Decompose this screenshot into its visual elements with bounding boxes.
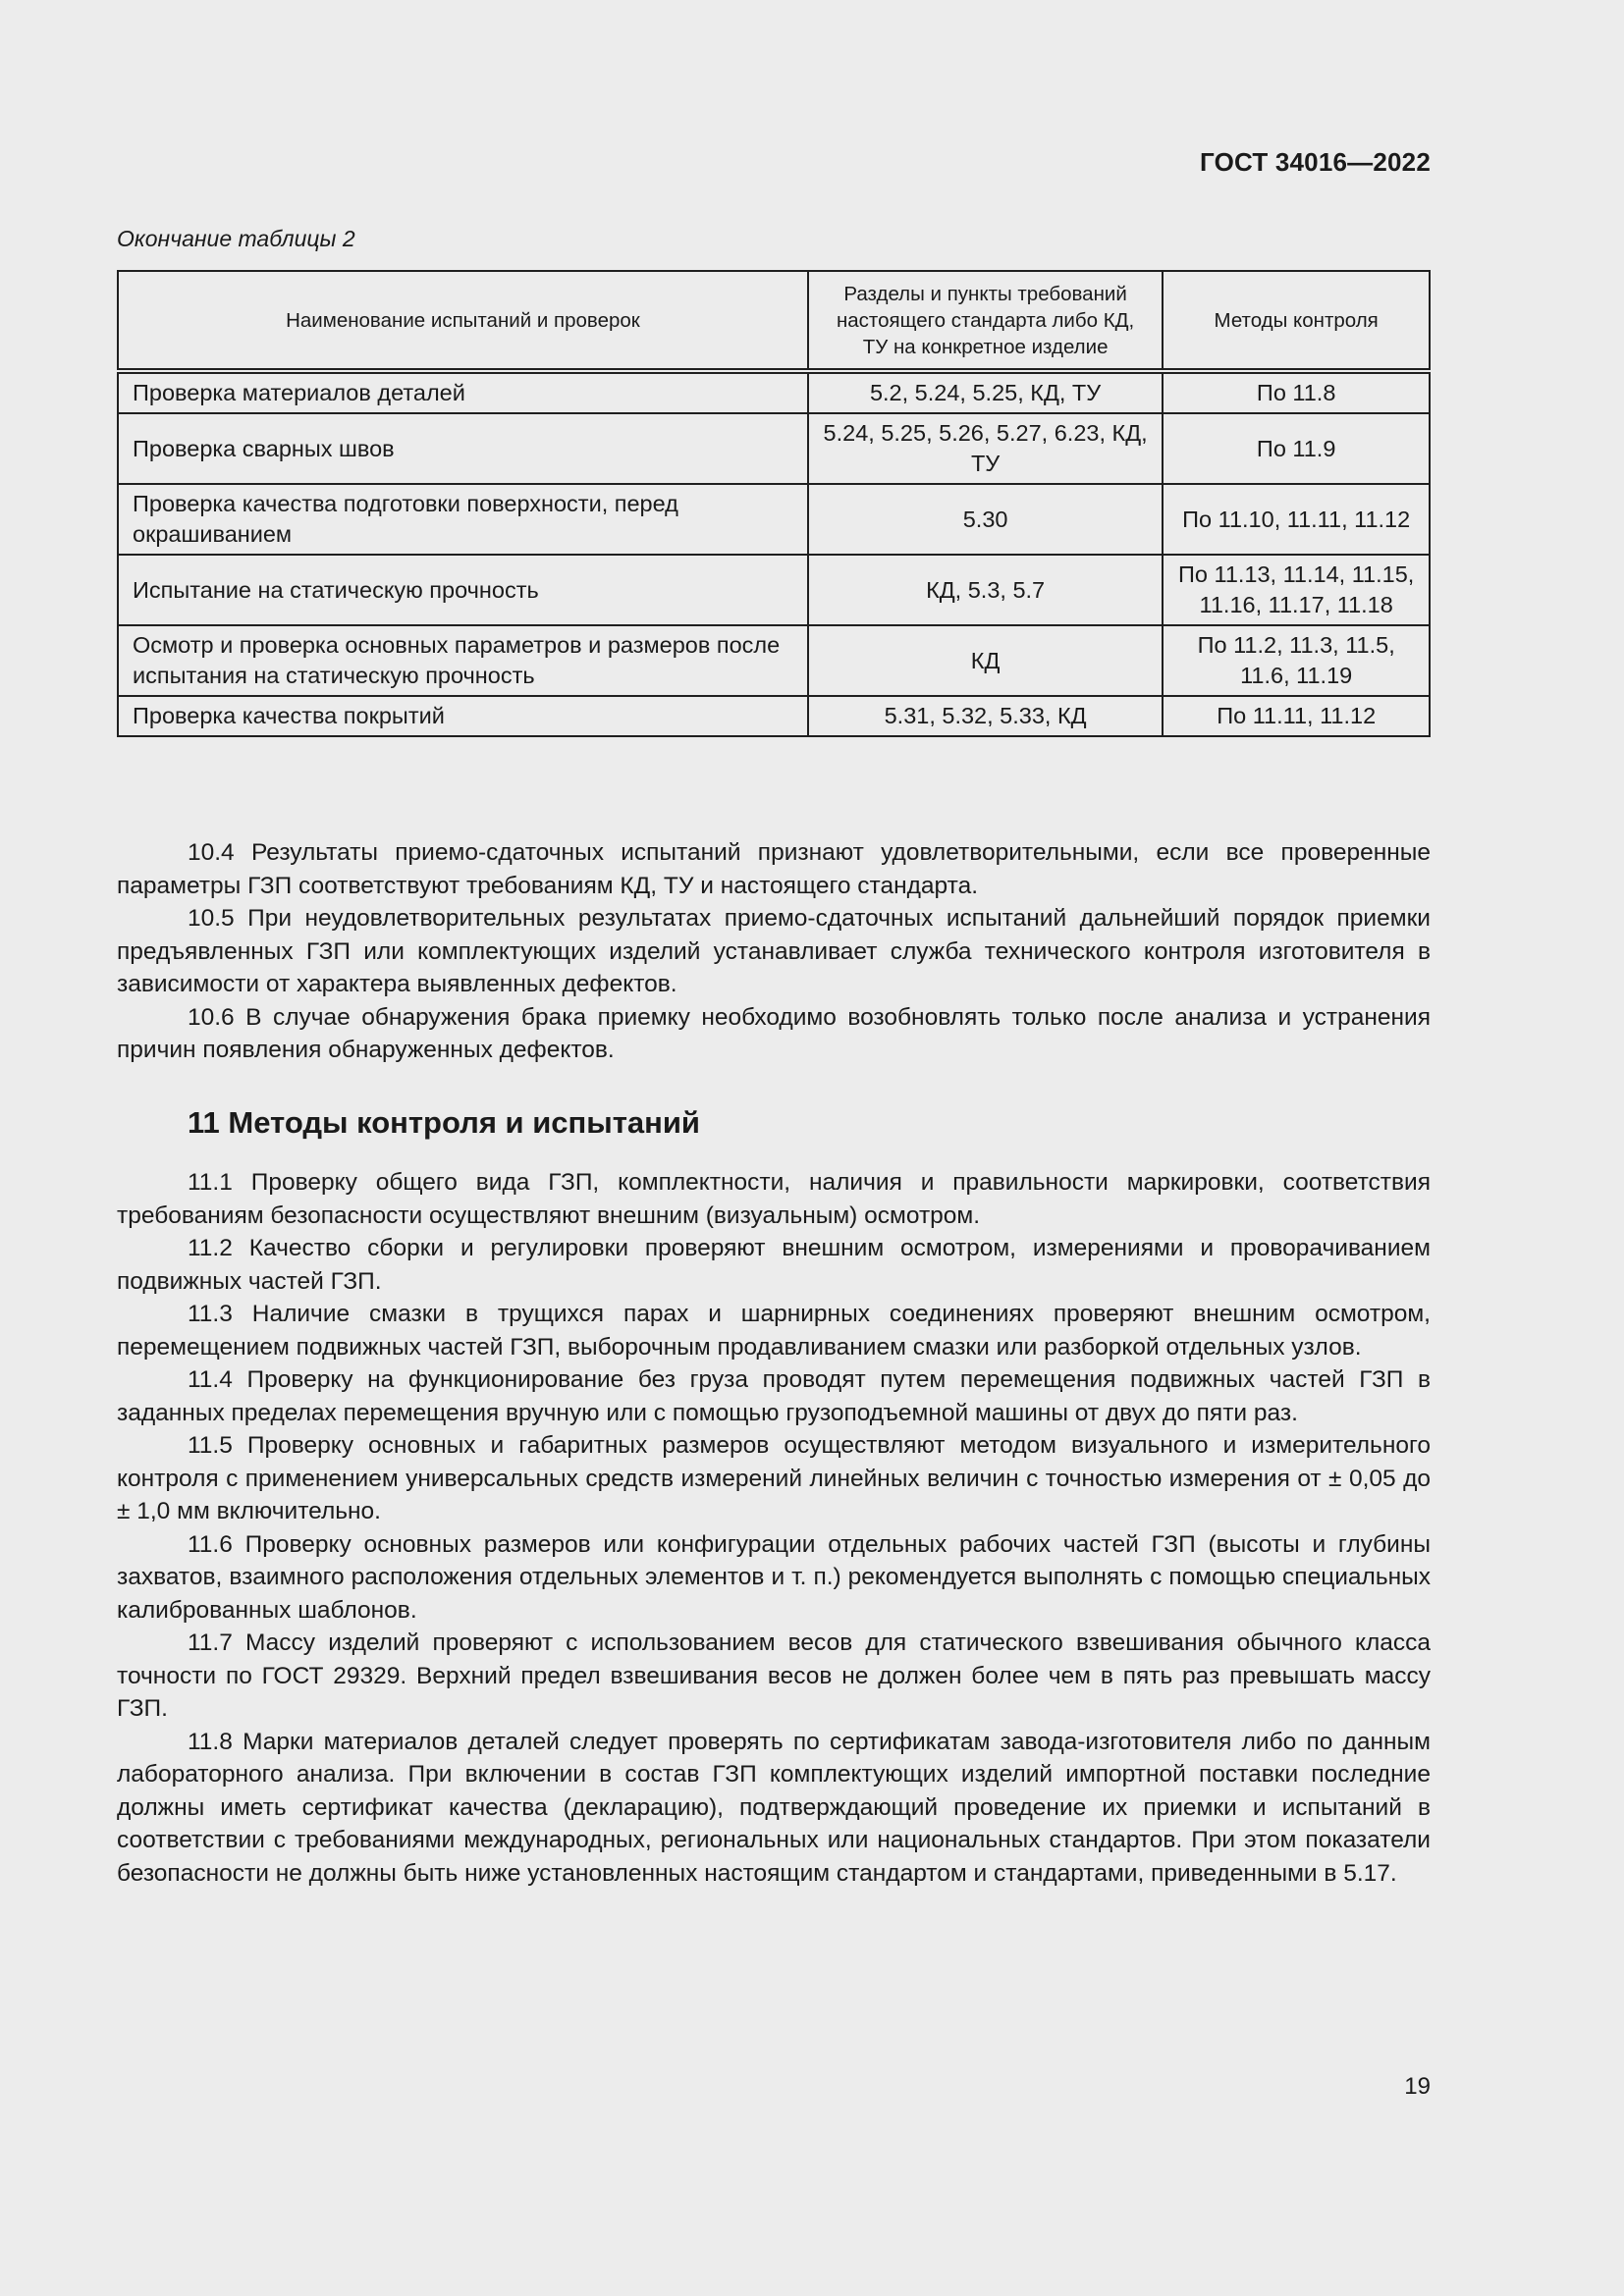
paragraph-10-4: 10.4 Результаты приемо-сдаточных испытаний признают удовлетворительными, если все проверенные параметры ГЗП соответствуют требованиям КД, ТУ и настоящего стандарта. bbox=[117, 839, 1431, 899]
table-cell-requirements: 5.31, 5.32, 5.33, КД bbox=[808, 696, 1164, 736]
table-row bbox=[118, 625, 1430, 696]
paragraph-11-6: 11.6 Проверку основных размеров или конфигурации отдельных рабочих частей ГЗП (высоты и глубины захватов, взаимного расположения отдельных элементов и т. п.) рекомендуется выполнять с помощью специальных калиброванных шаблонов. bbox=[117, 1530, 1431, 1624]
column-header-requirements: Разделы и пункты требований настоящего стандарта либо КД, ТУ на конкретное изделие bbox=[808, 271, 1164, 371]
table-cell-requirements: 5.24, 5.25, 5.26, 5.27, 6.23, КД, ТУ bbox=[808, 413, 1164, 484]
paragraph-10-6: 10.6 В случае обнаружения брака приемку необходимо возобновлять только после анализа и устранения причин появления обнаруженных дефектов. bbox=[117, 1003, 1431, 1063]
table-cell-test-name: Проверка качества подготовки поверхности, перед окрашиванием bbox=[118, 484, 808, 555]
table-row bbox=[118, 371, 1430, 413]
table-row bbox=[118, 413, 1430, 484]
document-code: ГОСТ 34016—2022 bbox=[1200, 147, 1431, 177]
table-row bbox=[118, 696, 1430, 736]
paragraph-11-2: 11.2 Качество сборки и регулировки проверяют внешним осмотром, измерениями и проворачиванием подвижных частей ГЗП. bbox=[117, 1235, 1431, 1295]
paragraph-11-5: 11.5 Проверку основных и габаритных размеров осуществляют методом визуального и измерительного контроля с применением универсальных средств измерений линейных величин с точностью измерения от ± 0,05 до ± 1,0 мм включительно. bbox=[117, 1432, 1431, 1524]
table-row bbox=[118, 555, 1430, 625]
table-cell-control-method: По 11.11, 11.12 bbox=[1163, 696, 1430, 736]
table-cell-test-name: Проверка материалов деталей bbox=[118, 371, 808, 413]
table-header-row bbox=[118, 271, 1430, 371]
table-cell-control-method: По 11.2, 11.3, 11.5, 11.6, 11.19 bbox=[1163, 625, 1430, 696]
column-header-test-name: Наименование испытаний и проверок bbox=[118, 271, 808, 371]
table-cell-test-name: Испытание на статическую прочность bbox=[118, 555, 808, 625]
table-cell-requirements: КД bbox=[808, 625, 1164, 696]
requirements-table bbox=[117, 270, 1431, 737]
table-cell-test-name: Проверка качества покрытий bbox=[118, 696, 808, 736]
table-row bbox=[118, 484, 1430, 555]
table-cell-test-name: Осмотр и проверка основных параметров и размеров после испытания на статическую прочность bbox=[118, 625, 808, 696]
section-10-text bbox=[117, 836, 1431, 1067]
paragraph-11-4: 11.4 Проверку на функционирование без груза проводят путем перемещения подвижных частей ГЗП в заданных пределах перемещения вручную или с помощью грузоподъемной машины от двух до пяти раз. bbox=[117, 1366, 1431, 1426]
paragraph-11-1: 11.1 Проверку общего вида ГЗП, комплектности, наличия и правильности маркировки, соответствия требованиям безопасности осуществляют внешним (визуальным) осмотром. bbox=[117, 1169, 1431, 1229]
paragraph-11-3: 11.3 Наличие смазки в трущихся парах и шарнирных соединениях проверяют внешним осмотром, перемещением подвижных частей ГЗП, выборочным продавливанием смазки или разборкой отдельных узлов. bbox=[117, 1301, 1431, 1361]
paragraph-11-8: 11.8 Марки материалов деталей следует проверять по сертификатам завода-изготовителя либо по данным лабораторного анализа. При включении в состав ГЗП комплектующих изделий импортной поставки последние должны иметь сертификат качества (декларацию), подтверждающий проведение их приемки и испытаний в соответствии с требованиями международных, региональных или национальных стандартов. При этом показатели безопасности не должны быть ниже установленных настоящим стандартом и стандартами, приведенными в 5.17. bbox=[117, 1728, 1431, 1887]
column-header-control-methods: Методы контроля bbox=[1163, 271, 1430, 371]
table-cell-test-name: Проверка сварных швов bbox=[118, 413, 808, 484]
paragraph-11-7: 11.7 Массу изделий проверяют с использованием весов для статического взвешивания обычного класса точности по ГОСТ 29329. Верхний предел взвешивания весов не должен более чем в пять раз превышать массу ГЗП. bbox=[117, 1629, 1431, 1722]
table-cell-control-method: По 11.10, 11.11, 11.12 bbox=[1163, 484, 1430, 555]
table-caption: Окончание таблицы 2 bbox=[117, 226, 355, 251]
table-cell-requirements: 5.2, 5.24, 5.25, КД, ТУ bbox=[808, 371, 1164, 413]
section-11-heading: 11 Методы контроля и испытаний bbox=[188, 1105, 700, 1140]
table-cell-control-method: По 11.9 bbox=[1163, 413, 1430, 484]
page-number: 19 bbox=[1404, 2073, 1431, 2100]
table-cell-requirements: 5.30 bbox=[808, 484, 1164, 555]
paragraph-10-5: 10.5 При неудовлетворительных результатах приемо-сдаточных испытаний дальнейший порядок приемки предъявленных ГЗП или комплектующих изделий устанавливает служба технического контроля изготовителя в зависимости от характера выявленных дефектов. bbox=[117, 905, 1431, 997]
table-cell-control-method: По 11.13, 11.14, 11.15, 11.16, 11.17, 11.18 bbox=[1163, 555, 1430, 625]
table-cell-requirements: КД, 5.3, 5.7 bbox=[808, 555, 1164, 625]
table-cell-control-method: По 11.8 bbox=[1163, 371, 1430, 413]
section-11-text bbox=[117, 1166, 1431, 1890]
